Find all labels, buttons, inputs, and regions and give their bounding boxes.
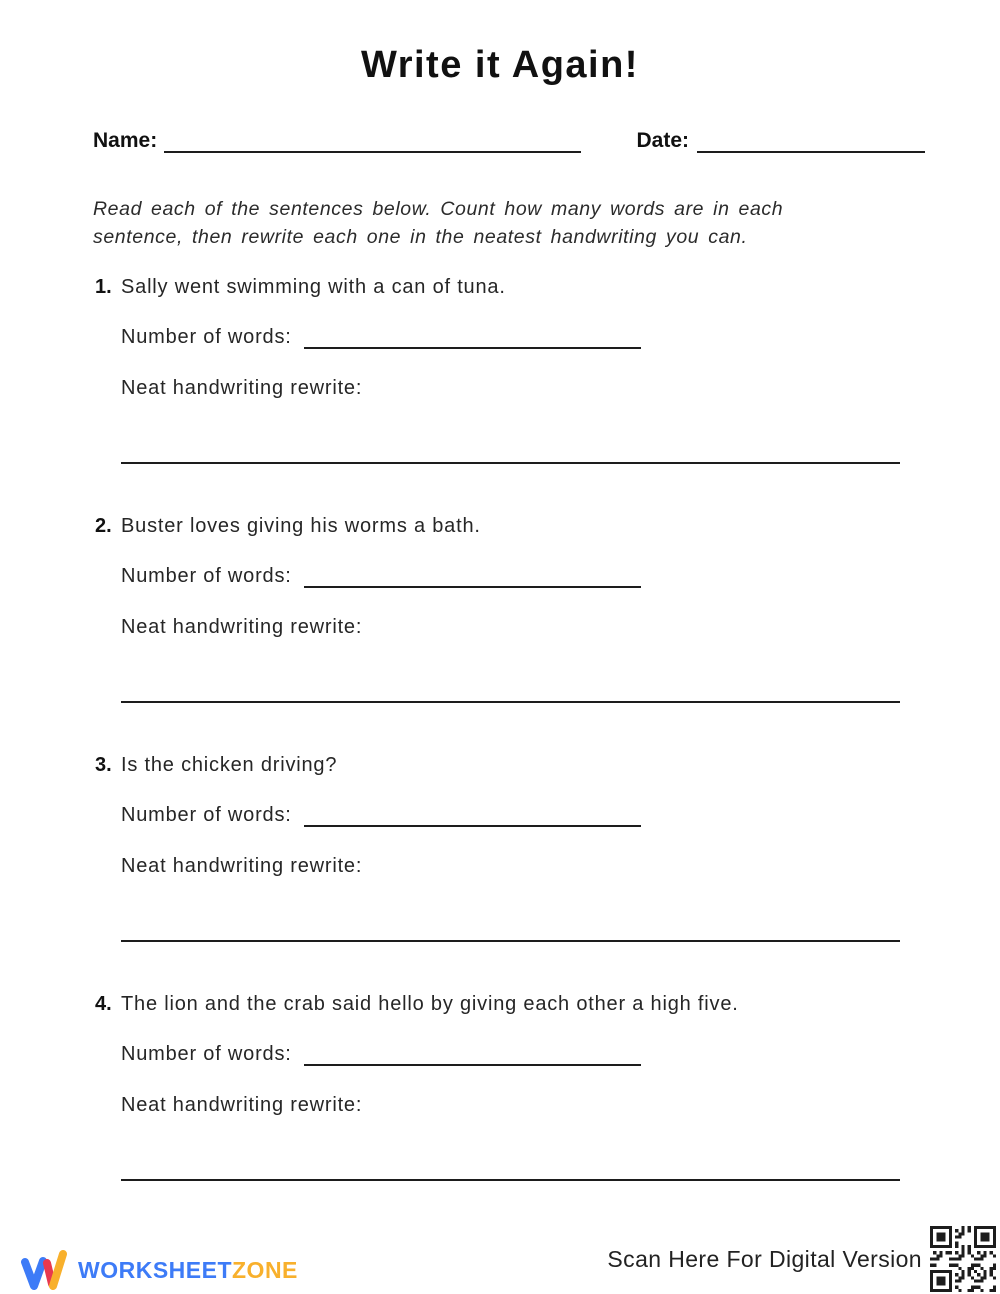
number-of-words-label: Number of words:: [121, 1043, 292, 1065]
name-write-line: [164, 127, 581, 153]
number-of-words-write-line: [304, 807, 641, 827]
rewrite-write-line: [121, 940, 900, 942]
brand-text-worksheet: WORKSHEET: [78, 1256, 232, 1283]
exercise-4: [95, 992, 900, 1181]
rewrite-label: Neat handwriting rewrite:: [121, 377, 363, 399]
exercise-sentence: The lion and the crab said hello by giving each other a high five.: [121, 993, 739, 1015]
qr-code: [930, 1226, 996, 1292]
rewrite-write-line: [121, 701, 900, 703]
exercise-number: 2.: [95, 515, 112, 537]
exercise-sentence-row: [95, 275, 900, 299]
exercise-sentence-row: [95, 992, 900, 1016]
exercise-sentence: Sally went swimming with a can of tuna.: [121, 276, 506, 298]
name-label: Name:: [93, 129, 158, 152]
number-of-words-row: [121, 1042, 900, 1066]
exercise-sentence-row: [95, 514, 900, 538]
instructions-line-2: sentence, then rewrite each one in the neatest handwriting you can.: [93, 226, 748, 248]
rewrite-label: Neat handwriting rewrite:: [121, 855, 363, 877]
number-of-words-write-line: [304, 329, 641, 349]
instructions-text: [93, 195, 910, 251]
brand-text-zone: ZONE: [232, 1256, 298, 1283]
number-of-words-label: Number of words:: [121, 804, 292, 826]
instructions-line-1: Read each of the sentences below. Count how many words are in each: [93, 198, 784, 220]
date-write-line: [697, 127, 925, 153]
number-of-words-row: [121, 564, 900, 588]
page-title: Write it Again!: [361, 44, 639, 86]
footer-scan-area: [607, 1226, 996, 1292]
exercise-1: [95, 275, 900, 464]
number-of-words-label: Number of words:: [121, 326, 292, 348]
date-label: Date:: [636, 129, 689, 152]
scan-here-text: Scan Here For Digital Version: [607, 1245, 922, 1272]
exercise-number: 4.: [95, 993, 112, 1015]
number-of-words-label: Number of words:: [121, 565, 292, 587]
exercise-sentence: Is the chicken driving?: [121, 754, 338, 776]
exercise-number: 3.: [95, 754, 112, 776]
rewrite-write-line: [121, 1179, 900, 1181]
rewrite-label: Neat handwriting rewrite:: [121, 616, 363, 638]
name-date-row: [93, 127, 925, 153]
worksheetzone-logo: [20, 1248, 298, 1292]
number-of-words-row: [121, 803, 900, 827]
exercise-2: [95, 514, 900, 703]
number-of-words-write-line: [304, 568, 641, 588]
exercise-sentence: Buster loves giving his worms a bath.: [121, 515, 481, 537]
exercise-number: 1.: [95, 276, 112, 298]
rewrite-write-line: [121, 462, 900, 464]
rewrite-label: Neat handwriting rewrite:: [121, 1094, 363, 1116]
exercise-3: [95, 753, 900, 942]
exercise-sentence-row: [95, 753, 900, 777]
number-of-words-write-line: [304, 1046, 641, 1066]
w-logo-icon: [20, 1248, 68, 1292]
number-of-words-row: [121, 325, 900, 349]
brand-text: [78, 1257, 298, 1284]
